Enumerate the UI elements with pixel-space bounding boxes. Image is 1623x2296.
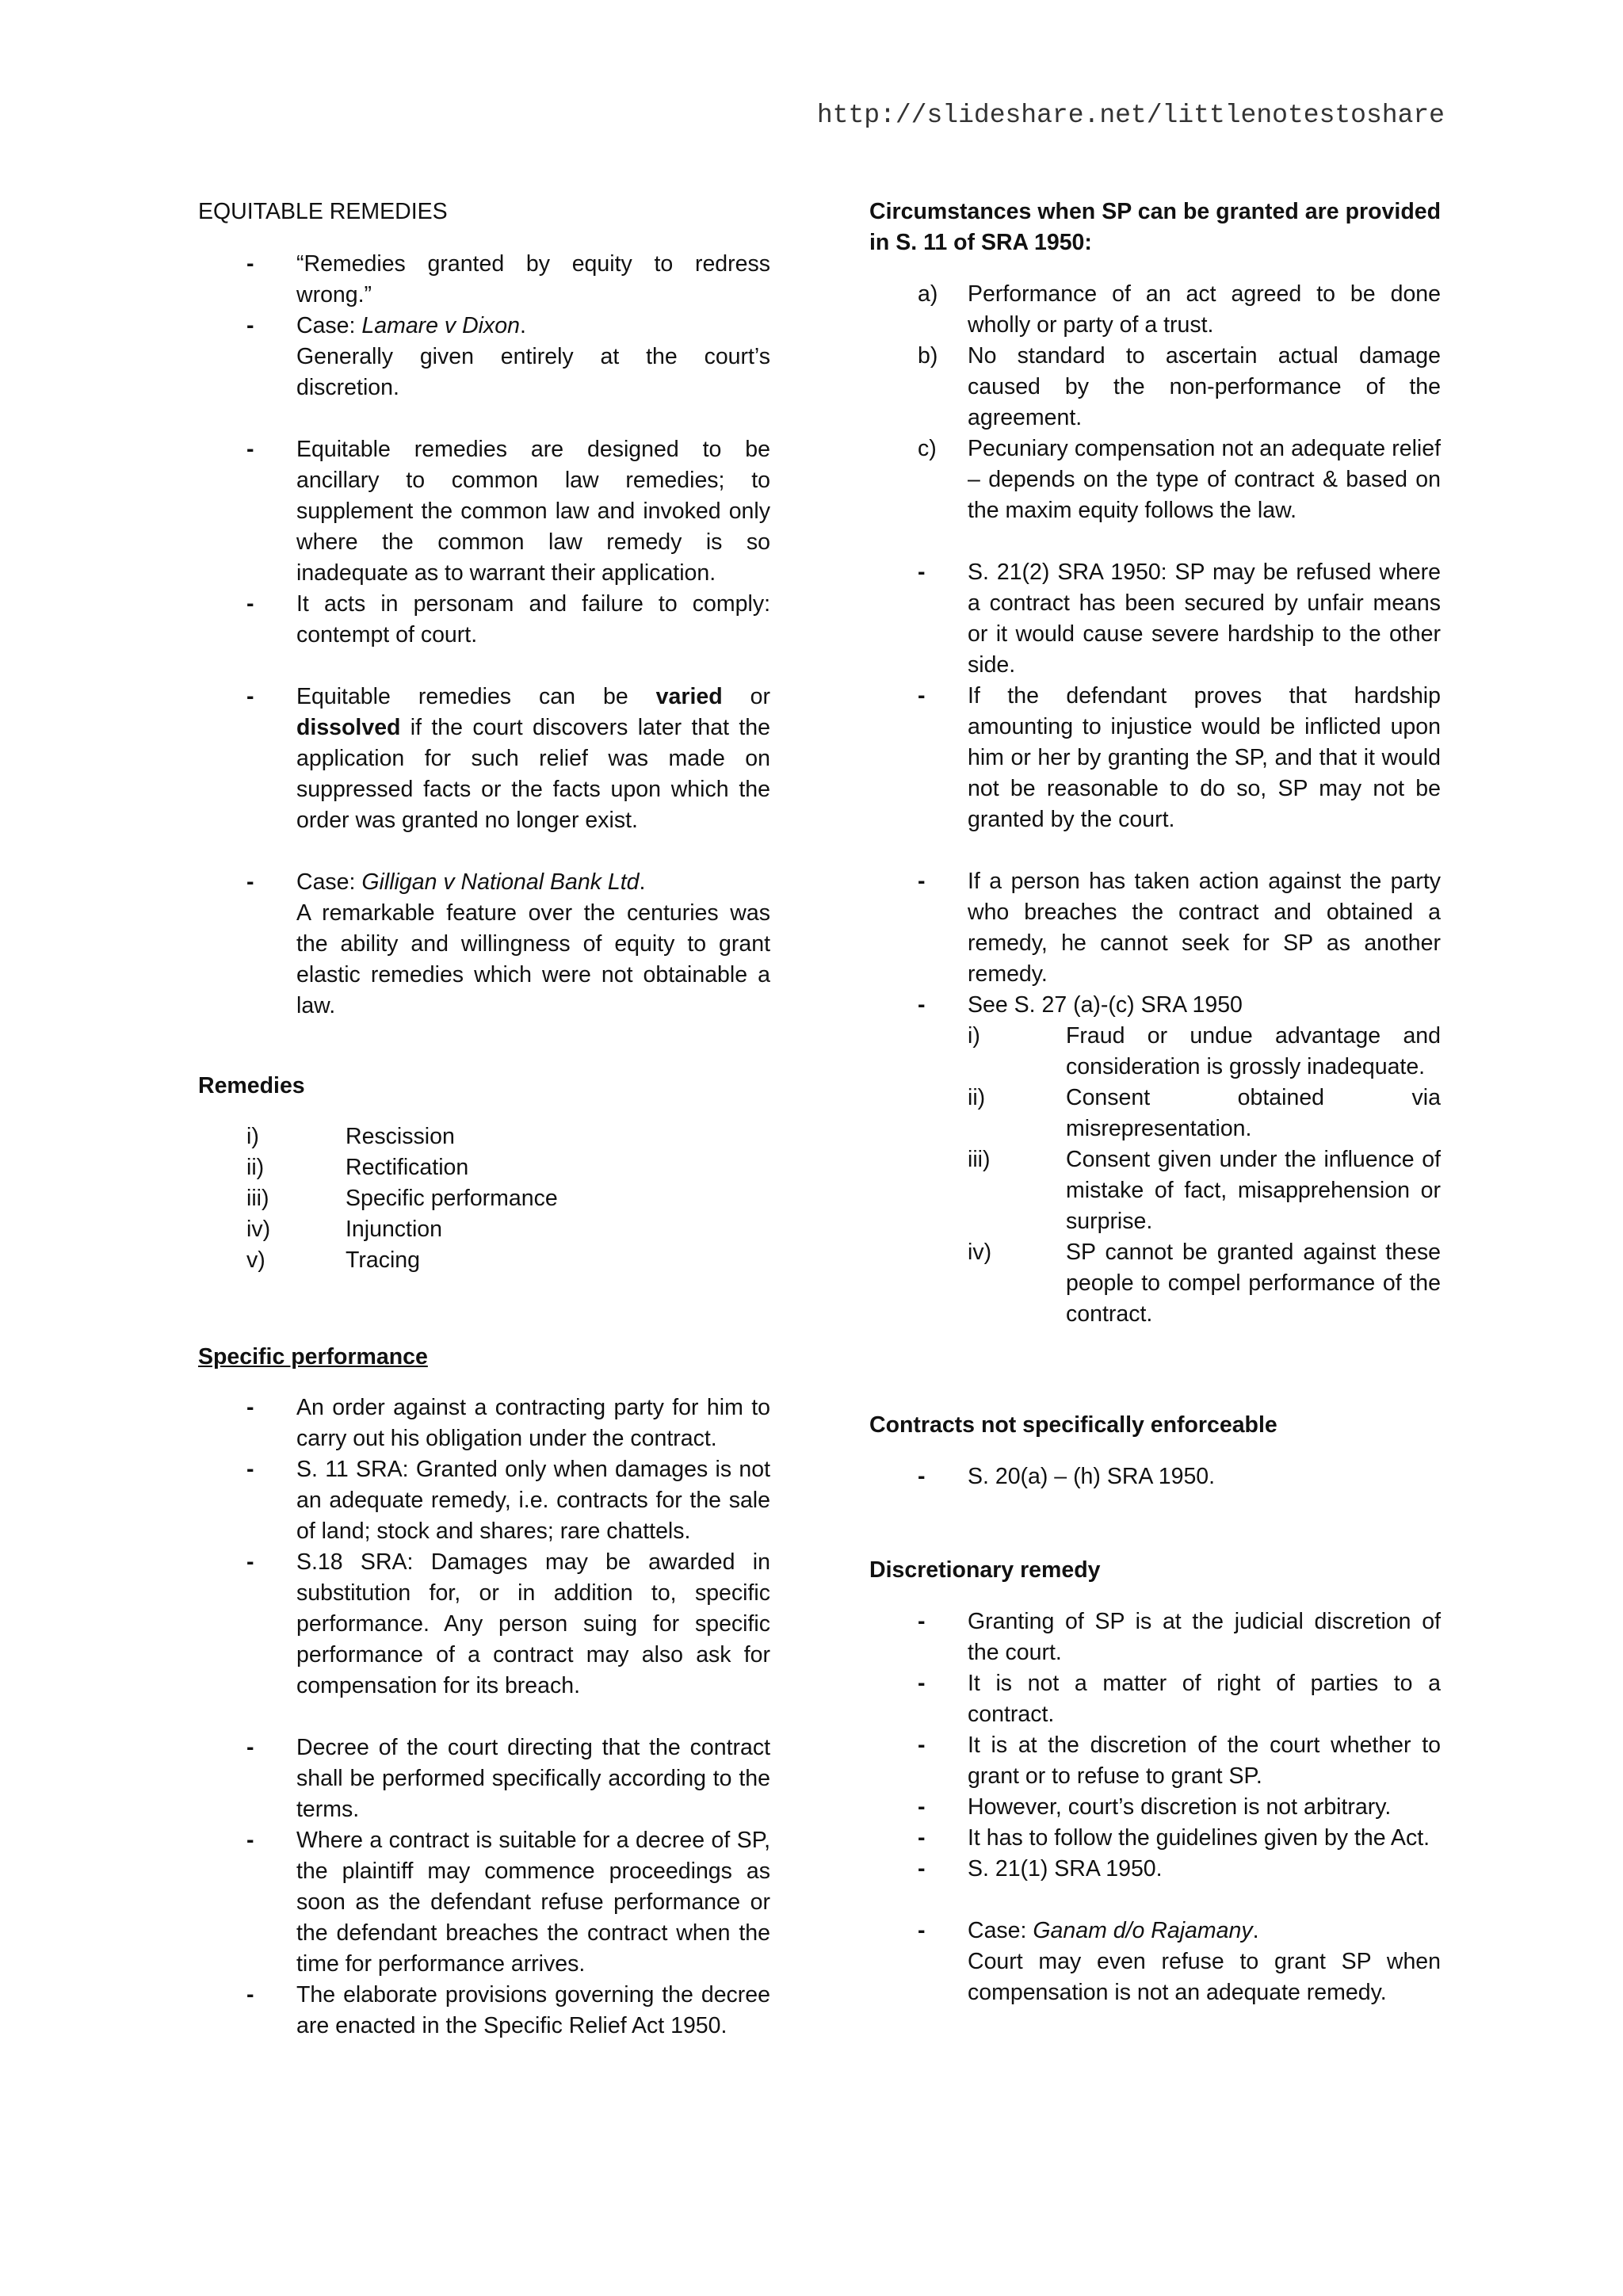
list-item [198,1733,770,1825]
circumstance-text: No standard to ascertain actual damage caused by the non-performance of the agreement. [968,343,1441,430]
list-item [869,1668,1441,1730]
list-item [198,682,770,836]
sp-order-text: An order against a contracting party for him to carry out his obligation under the contract. [296,1395,770,1451]
list-number: i) [968,1023,980,1049]
s27-text: See S. 27 (a)-(c) SRA 1950 [968,992,1243,1018]
case-prefix: Case: [296,869,362,895]
varied-bold: varied [655,684,723,709]
list-item [198,311,770,403]
list-item [869,866,1441,990]
discretion-text: It has to follow the guidelines given by the Act. [968,1825,1430,1851]
list-item [869,1461,1441,1492]
personam-text: It acts in personam and failure to comply: contempt of court. [296,591,770,648]
circumstances-heading: Circumstances when SP can be granted are provided in S. 11 of SRA 1950: [869,199,1441,255]
list-item [198,1245,770,1276]
not-enforceable-list [869,1461,1441,1492]
intro-list [198,249,770,403]
sp-decree-text: Decree of the court directing that the contract shall be performed specifically according to the terms. [296,1735,770,1822]
remedy-label: Rescission [346,1124,455,1149]
list-item [869,681,1441,835]
discretion-text: It is not a matter of right of parties to a contract. [968,1671,1441,1727]
list-item [968,1237,1441,1330]
list-item [198,1121,770,1152]
circumstance-text: Pecuniary compensation not an adequate relief – depends on the type of contract & based on the maxim equity follows the law. [968,436,1441,523]
list-item [198,1825,770,1980]
list-number: ii) [246,1155,265,1180]
list-item [198,1183,770,1214]
list-item [869,1606,1441,1668]
s27-item-text: SP cannot be granted against these people to compel performance of the contract. [1066,1240,1441,1327]
list-item [198,1392,770,1454]
case-name: Gilligan v National Bank Ltd [361,869,640,895]
sp-s18-text: S.18 SRA: Damages may be awarded in substitution for, or in addition to, specific performance. Any person suing for specific performance of a contract may also ask for compensation for its breach. [296,1549,770,1698]
list-item [869,990,1441,1330]
sp-list [198,1392,770,1702]
right-column [869,197,1441,2008]
discretionary-heading: Discretionary remedy [869,1557,1101,1583]
discretion-text: Granting of SP is at the judicial discretion of the court. [968,1609,1441,1665]
varied-list [198,682,770,836]
list-number: i) [246,1124,259,1149]
list-number: b) [918,343,938,369]
remedies-heading: Remedies [198,1073,305,1098]
s27-item-text: Consent given under the influence of mistake of fact, misapprehension or surprise. [1066,1147,1441,1234]
list-item [869,1854,1441,1885]
case-suffix: . [519,313,526,338]
list-item [869,1823,1441,1854]
s21-2-text: S. 21(2) SRA 1950: SP may be refused where a contract has been secured by unfair means or it would cause severe hardship to the other side. [968,560,1441,678]
sp-s11-text: S. 11 SRA: Granted only when damages is not an adequate remedy, i.e. contracts for the sale of land; stock and shares; rare chattels. [296,1457,770,1544]
case-note: Court may even refuse to grant SP when compensation is not an adequate remedy. [968,1949,1441,2005]
list-item [198,1454,770,1547]
case-suffix: . [1252,1918,1259,1943]
list-item [968,1144,1441,1237]
list-item [198,867,770,1022]
remedy-label: Rectification [346,1155,469,1180]
s20-text: S. 20(a) – (h) SRA 1950. [968,1464,1216,1489]
s27-item-text: Consent obtained via misrepresentation. [1066,1085,1441,1141]
hardship-text: If the defendant proves that hardship amounting to injustice would be inflicted upon him or her by granting the SP, and that it would not be reasonable to do so, SP may not be granted by the court. [968,683,1441,832]
remedy-label: Injunction [346,1217,443,1242]
varied-text-a: Equitable remedies can be [296,684,656,709]
list-number: a) [918,281,938,307]
list-item [869,341,1441,434]
sp-decree-list [198,1733,770,2042]
left-column [198,197,770,2042]
remedies-list [198,1121,770,1276]
case-name: Lamare v Dixon [361,313,520,338]
ancillary-list [198,434,770,651]
discretion-text: S. 21(1) SRA 1950. [968,1856,1163,1881]
list-number: iii) [968,1147,991,1172]
sp-elaborate-text: The elaborate provisions governing the decree are enacted in the Specific Relief Act 1950. [296,1982,770,2038]
specific-performance-heading: Specific performance [198,1344,428,1370]
case-name: Ganam d/o Rajamany [1033,1918,1253,1943]
s27-item-text: Fraud or undue advantage and consideration is grossly inadequate. [1066,1023,1441,1079]
case-prefix: Case: [296,313,362,338]
discretion-text: It is at the discretion of the court whether to grant or to refuse to grant SP. [968,1733,1441,1789]
list-item [869,1792,1441,1823]
case-note: A remarkable feature over the centuries was the ability and willingness of equity to grant elastic remedies which were not obtainable a law. [296,900,770,1018]
list-item [968,1021,1441,1083]
list-number: iii) [246,1186,269,1211]
discretionary-list [869,1606,1441,1885]
remedy-label: Tracing [346,1247,420,1273]
case-prefix: Case: [968,1918,1033,1943]
list-item [198,434,770,589]
list-item [198,1547,770,1702]
case-suffix: . [639,869,646,895]
list-number: c) [918,436,937,461]
action-list [869,866,1441,1330]
discretion-text: However, court’s discretion is not arbitrary. [968,1794,1392,1820]
varied-text-c: or [722,684,770,709]
list-item [869,1730,1441,1792]
list-number: v) [246,1247,265,1273]
gilligan-list [198,867,770,1022]
case-note: Generally given entirely at the court’s discretion. [296,344,770,400]
header-url: http://slideshare.net/littlenotestoshare [816,101,1445,130]
list-item [869,279,1441,341]
not-enforceable-heading: Contracts not specifically enforceable [869,1412,1277,1438]
list-item [869,1916,1441,2008]
list-item [198,589,770,651]
action-text: If a person has taken action against the party who breaches the contract and obtained a remedy, he cannot seek for SP as another remedy. [968,869,1441,987]
quote-text: “Remedies granted by equity to redress wrong.” [296,251,770,308]
dissolved-bold: dissolved [296,715,401,740]
ancillary-text: Equitable remedies are designed to be ancillary to common law remedies; to supplement the common law and invoked only where the common law remedy is so inadequate as to warrant their application. [296,437,770,586]
circumstances-list [869,279,1441,526]
sp-suitable-text: Where a contract is suitable for a decree of SP, the plaintiff may commence proceedings as soon as the defendant refuse performance or the defendant breaches the contract when the time for performance arrives. [296,1828,770,1977]
varied-text-e: if the court discovers later that the application for such relief was made on suppressed facts or the facts upon which the order was granted no longer exist. [296,715,770,833]
refusal-list [869,557,1441,835]
list-item [198,1980,770,2042]
page-title: EQUITABLE REMEDIES [198,199,448,224]
ganam-list [869,1916,1441,2008]
circumstance-text: Performance of an act agreed to be done wholly or party of a trust. [968,281,1441,338]
s27-sublist [968,1021,1441,1330]
list-item [198,1152,770,1183]
list-item [198,249,770,311]
list-item [198,1214,770,1245]
list-item [869,557,1441,681]
list-number: ii) [968,1085,986,1110]
list-item [968,1083,1441,1144]
list-item [869,434,1441,526]
list-number: iv) [246,1217,271,1242]
list-number: iv) [968,1240,992,1265]
remedy-label: Specific performance [346,1186,558,1211]
